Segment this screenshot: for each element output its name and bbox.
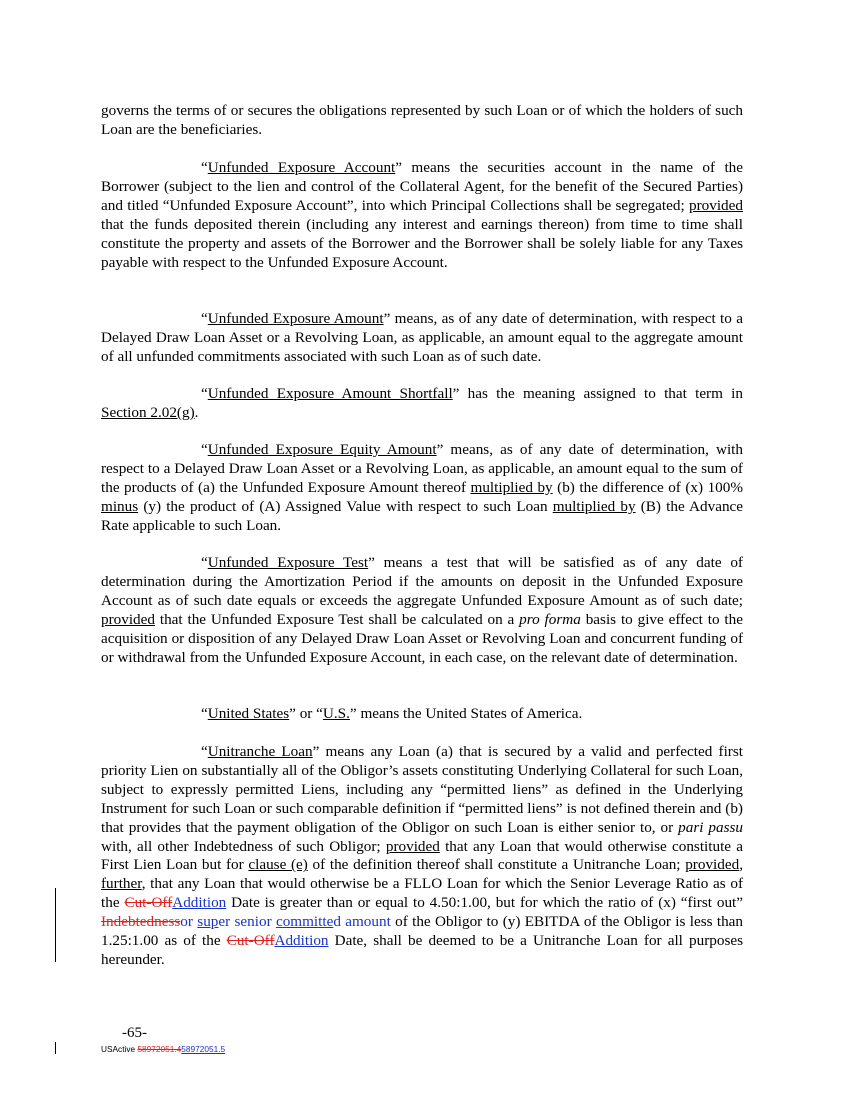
page-number: -65- [122, 1025, 147, 1041]
inserted-text: Addition [172, 894, 227, 912]
definition-unfunded-exposure-account: “Unfunded Exposure Account” means the securities account in the name of the Borrower (subject to the lien and control of the Collateral Agent, for the benefit of the Secured Parties) and titled “Unfunded Exposure Account”, into which Principal Collections shall be segregated; provided that the funds deposited therein (including any interest and earnings thereon) from time to time shall constitute the property and assets of the Borrower and the Borrower shall be solely liable for any Taxes payable with respect to the Unfunded Exposure Account. [101, 159, 743, 271]
change-bar [55, 1042, 56, 1054]
inserted-text: committe [275, 913, 334, 931]
section-reference: Section 2.02(g) [101, 403, 195, 421]
defined-term: Unfunded Exposure Amount Shortfall [207, 385, 453, 402]
defined-term: Unitranche Loan [207, 743, 313, 760]
deleted-text: Indebtedness [101, 913, 181, 931]
defined-term: Unfunded Exposure Equity Amount [207, 441, 437, 458]
document-footer: USActive 58972051.458972051.5 [101, 1044, 226, 1054]
change-bar [55, 888, 56, 962]
defined-term: Unfunded Exposure Account [207, 159, 396, 176]
definition-unfunded-exposure-equity-amount: “Unfunded Exposure Equity Amount” means, as of any date of determination, with respect to a Delayed Draw Loan Asset or a Revolving Loan, as applicable, an amount equal to the sum of the products of (a) the Unfunded Exposure Amount thereof multiplied by (b) the difference of (x) 100% minus (y) the product of (A) Assigned Value with respect to such Loan multiplied by (B) the Advance Rate applicable to such Loan. [101, 441, 744, 534]
inserted-text: Addition [274, 932, 329, 950]
footer-deleted-id: 58972051.4 [137, 1044, 182, 1054]
defined-term: Unfunded Exposure Amount [207, 310, 384, 327]
inserted-text: or [180, 913, 198, 931]
inserted-text: sup [197, 913, 219, 931]
paragraph-continuation: governs the terms of or secures the obligations represented by such Loan or of which the holders of such Loan are the beneficiaries. [101, 102, 743, 138]
defined-term: United States [207, 705, 290, 722]
definition-unfunded-exposure-test: “Unfunded Exposure Test” means a test that will be satisfied as of any date of determination during the Amortization Period if the amounts on deposit in the Unfunded Exposure Account as of such date equals or exceeds the aggregate Unfunded Exposure Amount as of such date; provided that the Unfunded Exposure Test shall be calculated on a pro forma basis to give effect to the acquisition or disposition of any Delayed Draw Loan Asset or Revolving Loan and concurrent funding of or withdrawal from the Unfunded Exposure Account, in each case, on the relevant date of determination. [101, 554, 743, 666]
definition-unitranche-loan: “Unitranche Loan” means any Loan (a) that is secured by a valid and perfected first priority Lien on substantially all of the Obligor’s assets constituting Underlying Collateral for such Loan, subject to expressly permitted Liens, including any “permitted liens” as defined in the Underlying Instrument for such Loan or such comparable definition if “permitted liens” is not defined therein and (b) that provides that the payment obligation of the Obligor on such Loan is either senior to, or pari passu with, all other Indebtedness of such Obligor; provided that any Loan that would otherwise constitute a First Lien Loan but for clause (e) of the definition thereof shall constitute a Unitranche Loan; provided, further, that any Loan that would otherwise be a FLLO Loan for which the Senior Leverage Ratio as of the Cut-OffAddition Date is greater than or equal to 4.50:1.00, but for which the ratio of (x) “first out” Indebtednessor super senior committed amount of the Obligor to (y) EBITDA of the Obligor is less than 1.25:1.00 as of the Cut-OffAddition Date, shall be deemed to be a Unitranche Loan for all purposes hereunder. [101, 743, 744, 968]
inserted-text: d amount [333, 913, 391, 931]
inserted-text: er senior [218, 913, 276, 931]
deleted-text: Cut-Off [124, 894, 173, 912]
definition-united-states: “United States” or “U.S.” means the United States of America. [201, 705, 583, 722]
definition-unfunded-exposure-amount-shortfall: “Unfunded Exposure Amount Shortfall” has the meaning assigned to that term in Section 2.02(g). [101, 385, 743, 421]
deleted-text: Cut-Off [226, 932, 275, 950]
definition-unfunded-exposure-amount: “Unfunded Exposure Amount” means, as of any date of determination, with respect to a Delayed Draw Loan Asset or a Revolving Loan, as applicable, an amount equal to the aggregate amount of all unfunded commitments associated with such Loan as of such date. [101, 310, 743, 365]
footer-inserted-id: 58972051.5 [181, 1044, 226, 1054]
defined-term: U.S. [322, 705, 350, 722]
defined-term: Unfunded Exposure Test [207, 554, 369, 571]
